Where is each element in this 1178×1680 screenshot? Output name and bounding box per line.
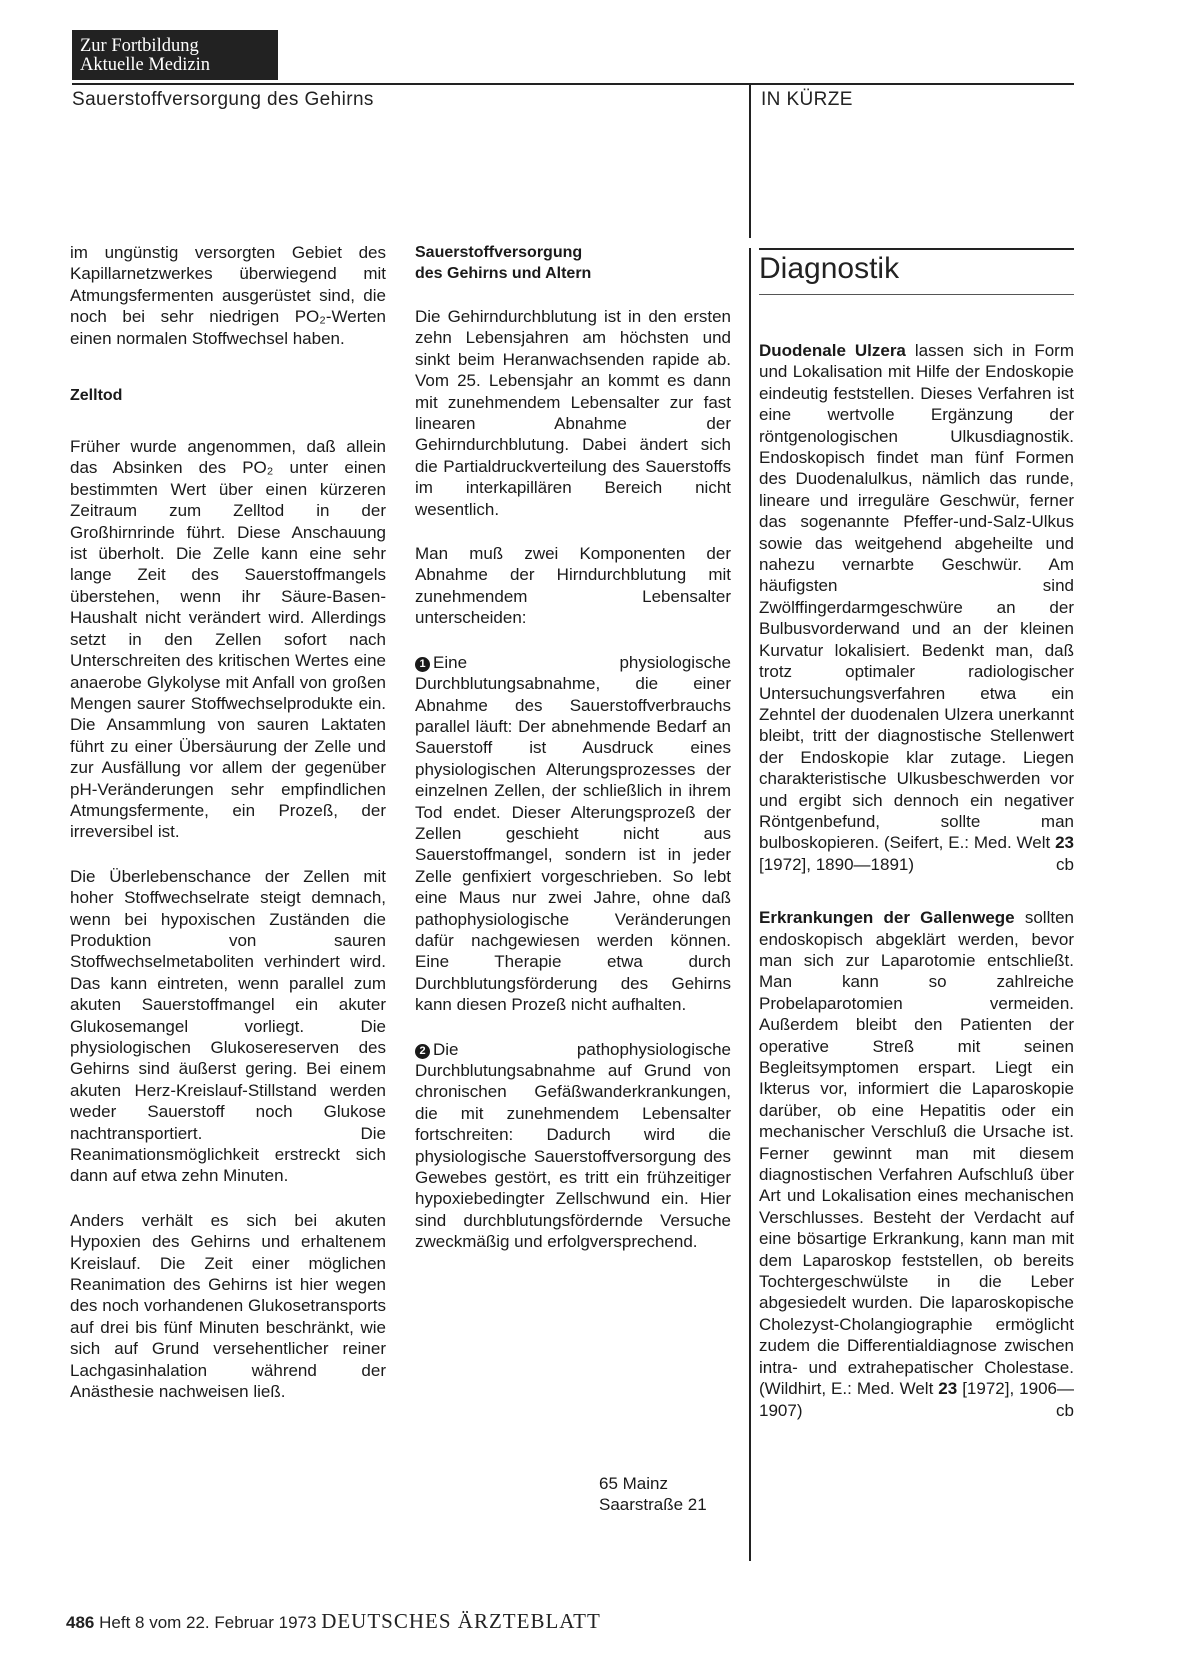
page-number: 486	[66, 1613, 95, 1632]
badge-line-2: Aktuelle Medizin	[80, 55, 210, 75]
heading-altern-line-1: Sauerstoffversorgung	[415, 244, 583, 261]
header-rule	[72, 83, 1074, 85]
section-badge	[72, 30, 278, 80]
volume-2: 23	[938, 1379, 958, 1399]
signature-2: cb	[1056, 1400, 1074, 1420]
col2-paragraph-4	[415, 1039, 731, 1253]
column-2	[415, 242, 731, 1276]
sidebar-label: IN KÜRZE	[761, 89, 853, 110]
col3-paragraph-2	[759, 907, 1074, 1421]
col2-paragraph-2: Man muß zwei Komponenten der Abnahme der Hirndurchblutung mit zunehmendem Lebensalter unterscheiden:	[415, 544, 731, 628]
address-street: Saarstraße 21	[599, 1495, 707, 1515]
author-address	[599, 1473, 729, 1516]
diagnostik-rule	[759, 248, 1074, 250]
col1-paragraph-1: im ungünstig versorgten Gebiet des Kapillarnetzwerkes überwiegend mit Atmungsfermenten ausgerüstet sind, die noch bei sehr niedrigen PO₂-Werten einen normalen Stoffwechsel haben.	[70, 243, 386, 348]
diagnostik-title: Diagnostik	[759, 252, 900, 285]
journal-name: DEUTSCHES ÄRZTEBLATT	[321, 1609, 601, 1633]
col2-item-2-text: Die pathophysiologische Durchblutungsabnahme auf Grund von chronischen Gefäßwanderkrankungen, die mit zunehmendem Lebensalter fortschreiten: Dadurch wird die physiologische Sauerstoffversorgung des Gewebes gestört, es tritt ein frühzeitiger hypoxiebedingter Zellschwund ein. Hier sind durchblutungsfördernde Versuche zweckmäßig und erfolgversprechend.	[415, 1039, 731, 1252]
diagnostik-underline	[759, 294, 1074, 295]
keyword-duodenale-ulzera: Duodenale Ulzera	[759, 341, 906, 360]
heading-altern-line-2: des Gehirns und Altern	[415, 265, 592, 282]
column-1	[70, 242, 386, 1426]
col2-paragraph-1: Die Gehirndurchblutung ist in den ersten zehn Lebensjahren am höchsten und sinkt beim Heranwachsenden rapide ab. Vom 25. Lebensjahr an kommt es dann mit zunehmendem Lebensalter zur fast linearen Abnahme der Gehirndurchblutung. Dabei ändert sich die Partialdruckverteilung des Sauerstoffs im interkapillären Bereich nicht wesentlich.	[415, 307, 731, 519]
number-1-icon: 1	[415, 657, 430, 672]
col3-text-1: lassen sich in Form und Lokalisation mit Hilfe der Endoskopie eindeutig feststellen. Dieses Verfahren ist eine wertvolle Ergänzung der röntgenologischen Ulkusdiagnostik. Endoskopisch findet man fünf Formen des Duodenalulkus, nämlich das runde, lineare und irreguläre Geschwür, ferner das sogenannte Pfeffer-und-Salz-Ulkus sowie das weitgehend abgeheilte und nahezu vernarbte Geschwür. Am häufigsten sind Zwölffingerdarmgeschwüre an der Bulbusvorderwand und an der kleinen Kurvatur lokalisiert. Bedenkt man, daß trotz optimaler radiologischer Untersuchungsverfahren etwa ein Zehntel der duodenalen Ulzera unerkannt bleibt, tritt der diagnostische Stellenwert der Endoskopie klar zutage. Liegen charakteristische Ulkusbeschwerden vor und ergibt sich dennoch ein negativer Röntgenbefund, sollte man bulboskopieren. (Seifert, E.: Med. Welt	[759, 341, 1074, 853]
col2-paragraph-3	[415, 652, 731, 1016]
col1-paragraph-4: Anders verhält es sich bei akuten Hypoxien des Gehirns und erhaltenem Kreislauf. Die Zeit einer möglichen Reanimation des Gehirns ist hier wegen des noch vorhandenen Glukosetransports auf drei bis fünf Minuten beschränkt, wie sich auf Grund versehentlicher reiner Lachgasinhalation während der Anästhesie nachweisen ließ.	[70, 1210, 386, 1402]
column-3	[759, 340, 1074, 1444]
col3-citation-2: [1972], 1906—1907)	[759, 1379, 1074, 1420]
col1-paragraph-3: Die Überlebenschance der Zellen mit hoher Stoffwechselrate steigt demnach, wenn bei hypoxischen Zuständen die Produktion von sauren Stoffwechselmetaboliten verhindert wird. Das kann eintreten, wenn parallel zum akuten Sauerstoffmangel ein akuter Glukosemangel vorliegt. Die physiologischen Glukosereserven des Gehirns sind äußerst gering. Bei einem akuten Herz-Kreislauf-Stillstand werden weder Sauerstoff noch Glukose nachtransportiert. Die Reanimationsmöglichkeit erstreckt sich dann auf etwa zehn Minuten.	[70, 866, 386, 1186]
column-divider	[749, 248, 751, 1561]
section-title: Sauerstoffversorgung des Gehirns	[72, 89, 374, 110]
badge-line-1: Zur Fortbildung	[80, 36, 199, 56]
col1-paragraph-2: Früher wurde angenommen, daß allein das Absinken des PO₂ unter einen bestimmten Wert über einen kürzeren Zeitraum zum Zelltod in der Großhirnrinde führt. Diese Anschauung ist überholt. Die Zelle kann eine sehr lange Zeit des Sauerstoffmangels überstehen, wenn ihr Säure-Basen-Haushalt nicht verändert wird. Allerdings setzt in den Zellen sofort nach Unterschreiten des kritischen Wertes eine anaerobe Glykolyse mit Anfall von großen Mengen saurer Stoffwechselprodukte ein. Die Ansammlung von sauren Laktaten führt zu einer Übersäurung der Zelle und zur Ausfällung vor allem der gegenüber pH-Veränderungen sehr empfindlichen Atmungsfermente, ein Prozeß, der irreversibel ist.	[70, 437, 386, 842]
address-city: 65 Mainz	[599, 1474, 668, 1493]
heading-altern	[415, 242, 731, 284]
issue-info: Heft 8 vom 22. Februar 1973	[99, 1613, 317, 1632]
col3-text-2: sollten endoskopisch abgeklärt werden, bevor man sich zur Laparotomie entschließt. Man kann so zahlreiche Probelaparotomien vermeiden. Außerdem bleibt den Patienten der operative Streß mit seinen Begleitsymptomen erspart. Liegt ein Ikterus vor, informiert die Laparoskopie darüber, ob eine Hepatitis oder ein mechanischer Verschluß die Ursache ist. Ferner gewinnt man mit diesem diagnostischen Verfahren Aufschluß über Art und Lokalisation eines mechanischen Verschlusses. Besteht der Verdacht auf eine bösartige Erkrankung, kann man mit dem Laparoskop feststellen, ob bereits Tochtergeschwülste in die Leber abgesiedelt wurden. Die laparoskopische Cholezyst-Cholangiographie ermöglicht zudem die Differentialdiagnose zwischen intra- und extrahepatischer Cholestase. (Wildhirt, E.: Med. Welt	[759, 908, 1074, 1399]
sidebar-divider	[749, 83, 751, 238]
heading-zelltod: Zelltod	[70, 387, 123, 405]
col2-item-1-text: Eine physiologische Durchblutungsabnahme, die einer Abnahme des Sauerstoffverbrauchs parallel läuft: Der abnehmende Bedarf an Sauerstoff ist Ausdruck eines physiologischen Alterungsprozesses der einzelnen Zellen, der schließlich in ihrem Tod endet. Dieser Alterungsprozeß der Zellen geschieht nicht aus Sauerstoffmangel, sondern ist in jeder Zelle genfixiert vorgeschrieben. So lebt eine Maus nur zwei Jahre, ohne daß pathophysiologische Veränderungen dafür nachgewiesen werden können. Eine Therapie etwa durch Durchblutungsförderung des Gehirns kann diesen Prozeß nicht aufhalten.	[415, 652, 731, 1015]
volume-1: 23	[1055, 833, 1074, 853]
keyword-gallenwege: Erkrankungen der Gallenwege	[759, 908, 1015, 928]
col3-citation-1: [1972], 1890—1891)	[759, 854, 915, 874]
number-2-icon: 2	[415, 1044, 430, 1059]
col3-paragraph-1	[759, 340, 1074, 875]
page-footer	[66, 1609, 601, 1634]
signature-1: cb	[1056, 854, 1074, 874]
